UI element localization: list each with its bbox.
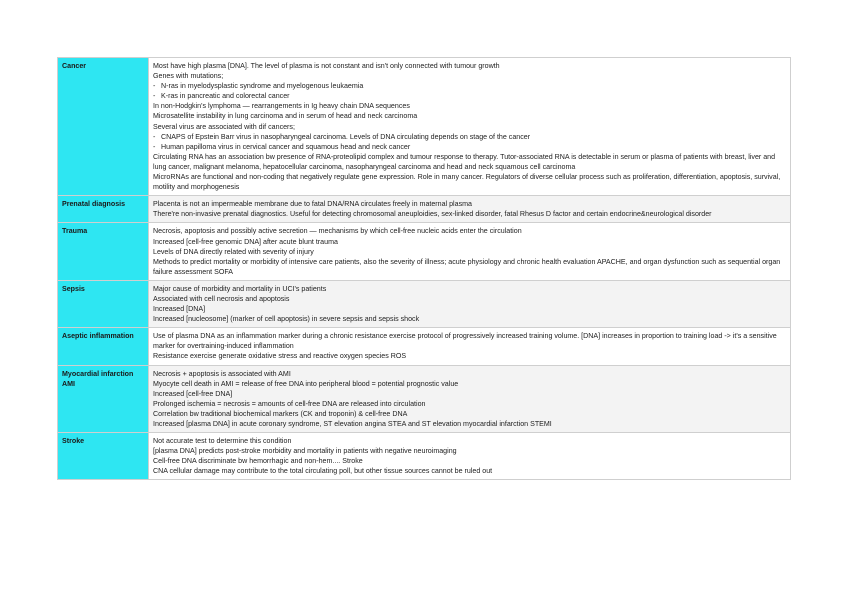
- note-line: Methods to predict mortality or morbidity of intensive care patients, also the severity of illness; acute physiology and chronic health evaluation APACHE, and organ dysfunction such as sequential organ failure assessment SOFA: [153, 257, 781, 276]
- note-line: Most have high plasma [DNA]. The level of plasma is not constant and isn't only connected with tumour growth: [153, 62, 500, 70]
- row-heading: Myocardial infarction AMI: [58, 365, 149, 433]
- note-line: Increased [cell-free DNA]: [153, 389, 233, 398]
- note-line: Use of plasma DNA as an inflammation marker during a chronic resistance exercise protocol of progressively increased training volume. [DNA] increases in proportion to training load -> it's a sensitive marker for overtraining-induced inflammation: [153, 332, 777, 351]
- row-notes: [149, 196, 791, 223]
- row-notes: [149, 433, 791, 480]
- note-line: Increased [cell-free genomic DNA] after acute blunt trauma: [153, 237, 338, 246]
- note-line: Prolonged ischemia = necrosis = amounts of cell-free DNA are released into circulation: [153, 399, 426, 408]
- row-heading: Trauma: [58, 223, 149, 280]
- table-row: [58, 223, 791, 280]
- note-line: Myocyte cell death in AMI = release of free DNA into peripheral blood = potential prognostic value: [153, 379, 459, 388]
- note-line: Necrosis, apoptosis and possibly active secretion — mechanisms by which cell-free nucleic acids enter the circulation: [153, 227, 522, 236]
- row-notes: [149, 328, 791, 365]
- notes-table: [57, 57, 791, 480]
- note-line: Necrosis + apoptosis is associated with AMI: [153, 369, 291, 378]
- row-heading: Stroke: [58, 433, 149, 480]
- note-line: Increased [nucleosome] (marker of cell apoptosis) in severe sepsis and sepsis shock: [153, 315, 420, 324]
- note-line: Increased [DNA]: [153, 305, 206, 314]
- note-line: Cell-free DNA discriminate bw hemorrhagic and non-hem.... Stroke: [153, 457, 363, 466]
- row-notes: [149, 365, 791, 433]
- note-line: Circulating RNA has an association bw presence of RNA-proteolipid complex and tumour response to therapy. Tutor-associated RNA is detectable in serum or plasma of patients with breast, liver and lung cancer, malignant melanoma, hepatocellular carcinoma, nasopharyngeal carcinoma and head and neck squamous cell carcinoma: [153, 152, 776, 171]
- bullet-note-line: - K-ras in pancreatic and colorectal cancer: [153, 91, 786, 101]
- bullet-note-line: - N-ras in myelodysplastic syndrome and myelogenous leukaemia: [153, 81, 786, 91]
- note-line: There're non-invasive prenatal diagnostics. Useful for detecting chromosomal aneuploidies, sex-linked disorder, fatal Rhesus D factor and certain endocrine&neurological disorder: [153, 210, 712, 219]
- note-line: [plasma DNA] predicts post-stroke morbidity and mortality in patients with negative neuroimaging: [153, 447, 457, 456]
- table-row: [58, 433, 791, 480]
- row-heading: Cancer: [58, 58, 149, 196]
- note-line: Correlation bw traditional biochemical markers (CK and troponin) & cell-free DNA: [153, 409, 408, 418]
- note-line: Microsatellite instability in lung carcinoma and in serum of head and neck carcinoma: [153, 112, 418, 121]
- row-notes: [149, 280, 791, 327]
- bullet-note-line: - CNAPS of Epstein Barr virus in nasopharyngeal carcinoma. Levels of DNA circulating depends on stage of the cancer: [153, 132, 786, 142]
- note-line: Several virus are associated with dif cancers;: [153, 122, 295, 131]
- note-line: Resistance exercise generate oxidative stress and reactive oxygen species ROS: [153, 352, 407, 361]
- note-line: CNA cellular damage may contribute to the total circulating poll, but other tissue sources cannot be ruled out: [153, 467, 493, 476]
- note-line: Associated with cell necrosis and apoptosis: [153, 294, 290, 303]
- notes-table-body: [58, 58, 791, 480]
- note-line: Levels of DNA directly related with severity of injury: [153, 247, 314, 256]
- note-line: MicroRNAs are functional and non-coding that negatively regulate gene expression. Role in many cancer. Regulators of diverse cellular process such as proliferation, differentiation, apoptosis, survival, motility and morphogenesis: [153, 173, 781, 192]
- note-line: Increased [plasma DNA] in acute coronary syndrome, ST elevation angina STEA and ST elevation myocardial infarction STEMI: [153, 420, 552, 428]
- table-row: [58, 58, 791, 196]
- row-heading: Sepsis: [58, 280, 149, 327]
- row-notes: [149, 58, 791, 196]
- row-notes: [149, 223, 791, 280]
- table-row: [58, 328, 791, 365]
- table-row: [58, 365, 791, 433]
- note-line: Major cause of morbidity and mortality in UCI's patients: [153, 284, 327, 293]
- note-line: In non-Hodgkin's lymphoma — rearrangements in Ig heavy chain DNA sequences: [153, 102, 410, 111]
- table-row: [58, 196, 791, 223]
- note-line: Not accurate test to determine this condition: [153, 437, 292, 446]
- note-line: Placenta is not an impermeable membrane due to fatal DNA/RNA circulates freely in maternal plasma: [153, 200, 472, 209]
- row-heading: Prenatal diagnosis: [58, 196, 149, 223]
- table-row: [58, 280, 791, 327]
- row-heading: Aseptic inflammation: [58, 328, 149, 365]
- bullet-note-line: - Human papilloma virus in cervical cancer and squamous head and neck cancer: [153, 142, 786, 152]
- note-line: Genes with mutations;: [153, 72, 224, 81]
